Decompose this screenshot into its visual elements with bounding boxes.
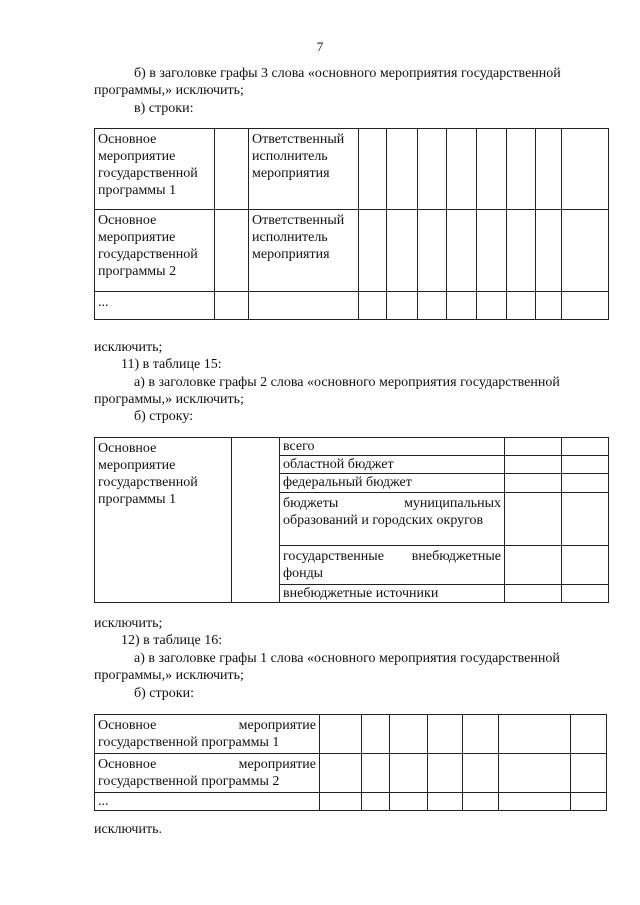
table2-source-4: бюджеты муниципальных образований и городских округов (280, 493, 505, 546)
table3-row2-name: Основное мероприятие государственной программы 2 (95, 754, 320, 793)
table-cell (215, 129, 249, 210)
table1-row1-role: Ответственный исполнитель мероприятия (249, 129, 359, 210)
table1-row3-role (249, 292, 359, 320)
item-12-heading: 12) в таблице 16: (121, 633, 223, 648)
table2-source-2: областной бюджет (280, 456, 505, 474)
table-row (95, 129, 609, 210)
table-row (95, 715, 607, 754)
table-row (95, 438, 609, 456)
item-11-line3: б) строку: (134, 409, 194, 424)
table-cell (232, 438, 280, 603)
table-rows-item12 (94, 714, 607, 811)
section-b-line1: б) в заголовке графы 3 слова «основного мероприятия государственной (134, 66, 561, 81)
section-b-line2: программы,» исключить; (94, 83, 244, 98)
table-row (95, 292, 609, 320)
table2-source-1: всего (280, 438, 505, 456)
section-v-line: в) строки: (134, 101, 194, 116)
exclude-text-3: исключить. (94, 822, 162, 837)
table-row (95, 793, 607, 811)
table1-row1-name: Основное мероприятие государственной программы 1 (95, 129, 215, 210)
item-12-line2: программы,» исключить; (94, 668, 244, 683)
exclude-text-2: исключить; (94, 616, 163, 631)
exclude-text-1: исключить; (94, 340, 163, 355)
page-number: 7 (316, 39, 324, 54)
table2-source-3: федеральный бюджет (280, 474, 505, 493)
table3-row3-name: ... (95, 793, 320, 811)
item-11-line2: программы,» исключить; (94, 392, 244, 407)
table1-row2-role: Ответственный исполнитель мероприятия (249, 210, 359, 292)
table-row (95, 210, 609, 292)
item-12-line1: а) в заголовке графы 1 слова «основного мероприятия государственной (134, 651, 560, 666)
table-row-item11 (94, 437, 609, 603)
table-row (95, 754, 607, 793)
item-11-heading: 11) в таблице 15: (121, 357, 222, 372)
table-cell (215, 210, 249, 292)
table3-row1-name: Основное мероприятие государственной программы 1 (95, 715, 320, 754)
table1-row3-name: ... (95, 292, 215, 320)
table2-source-6: внебюджетные источники (280, 585, 505, 603)
item-11-line1: а) в заголовке графы 2 слова «основного мероприятия государственной (134, 375, 560, 390)
table1-row2-name: Основное мероприятие государственной программы 2 (95, 210, 215, 292)
table2-name: Основное мероприятие государственной программы 1 (95, 438, 232, 603)
item-12-line3: б) строки: (134, 686, 194, 701)
table2-source-5: государственные внебюджетные фонды (280, 546, 505, 585)
table-rows-1 (94, 128, 609, 320)
